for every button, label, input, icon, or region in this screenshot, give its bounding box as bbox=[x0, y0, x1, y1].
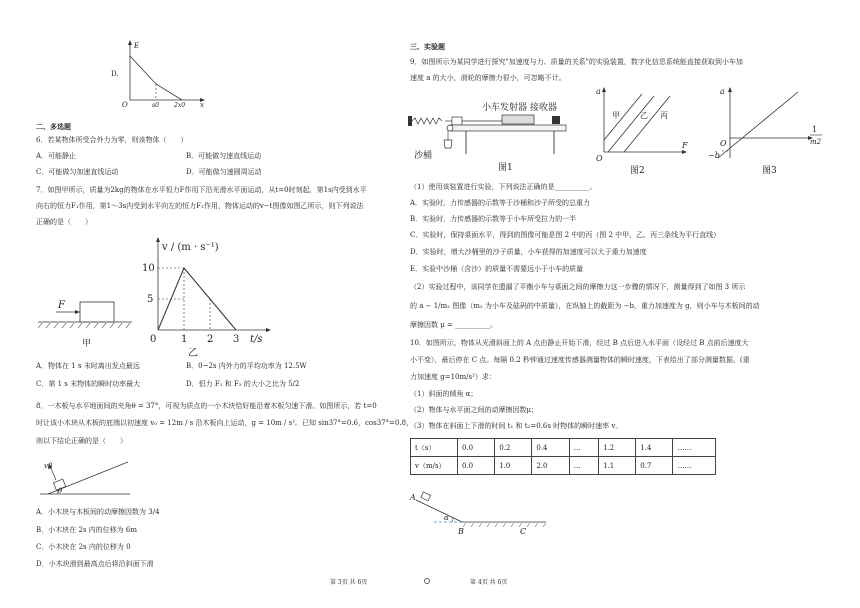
fig2-origin: O bbox=[596, 154, 603, 163]
q8-option-b: B．小木块在 2s 内的位移为 6m bbox=[36, 526, 137, 534]
vt-tick-3: 3 bbox=[233, 334, 240, 345]
table-cell: 1.4 bbox=[636, 439, 673, 457]
table-cell: v（m/s） bbox=[411, 457, 458, 475]
table-cell: …… bbox=[673, 457, 716, 475]
section-experiment: 三、实验题 bbox=[410, 42, 445, 51]
q7-figure-jia bbox=[36, 296, 136, 356]
q6-option-a: A．可能静止 bbox=[36, 152, 77, 160]
q10-sub-2: （2）物体与水平面之间的动摩擦因数μ； bbox=[410, 406, 539, 414]
vt-tick-5: 5 bbox=[147, 294, 154, 305]
receiver bbox=[552, 116, 560, 124]
q10-line-3: 力加速度 g=10m/s²）求： bbox=[410, 373, 496, 381]
fig2-y-label: a bbox=[596, 87, 601, 96]
q9-option-a: A．实验时，力传感器的示数等于沙桶和沙子所受的总重力 bbox=[410, 199, 591, 207]
table-cell: 1.1 bbox=[599, 457, 636, 475]
table-cell: 1.2 bbox=[599, 439, 636, 457]
q10-block bbox=[421, 492, 431, 501]
energy-graph-2x0: 2x0 bbox=[174, 102, 186, 109]
fig1-receiver-label: 接收器 bbox=[530, 103, 558, 113]
vt-tick-10: 10 bbox=[142, 263, 155, 274]
q7-force-label: F bbox=[58, 300, 65, 311]
q9-part-2-line-2: 的 a − 1/m₂ 图像（m₂ 为小车及砝码的中质量），在纵轴上的截距为 −b，重力加速度为 g，则小车与木板间的动 bbox=[410, 302, 760, 310]
energy-graph-x-label: x bbox=[200, 101, 204, 109]
q8-v0-label: v0 bbox=[44, 462, 53, 470]
fig3-x-denominator: m2 bbox=[810, 138, 822, 146]
fig2-caption: 图2 bbox=[630, 166, 645, 176]
table-cell: 0.0 bbox=[458, 457, 495, 475]
q8-line-2: 时让该小木块从木板的底端以初速度 v₀ = 12m / s 沿木板向上运动，g = 10m / s²。已知 sin37°=0.6，cos37°=0.8， bbox=[36, 419, 414, 427]
q7-option-b: B．0~2s 内外力的平均功率为 12.5W bbox=[186, 362, 307, 370]
page-divider-circle bbox=[423, 577, 431, 585]
q8-incline-figure bbox=[36, 456, 136, 500]
vt-tick-2: 2 bbox=[207, 334, 214, 345]
q9-option-b: B．实验时，力传感器的示数等于小车所受拉力的一半 bbox=[410, 215, 577, 223]
right-page-footer: 第 4页 共 6页 bbox=[470, 579, 508, 586]
q9-fig2-graph bbox=[594, 84, 694, 176]
fig3-y-label: a bbox=[720, 87, 725, 96]
table-row bbox=[411, 457, 716, 475]
energy-graph-y-label: E bbox=[134, 42, 140, 50]
energy-graph-option-label: D. bbox=[111, 70, 119, 78]
q10-sub-1: （1）斜面的倾角 α； bbox=[410, 390, 478, 398]
table-cell: 2.0 bbox=[532, 457, 569, 475]
table-cell: … bbox=[569, 457, 599, 475]
q7-vt-graph bbox=[140, 234, 280, 358]
table-cell: 0.7 bbox=[636, 457, 673, 475]
energy-graph-s0: s0 bbox=[152, 102, 159, 109]
table-cell: 0.2 bbox=[495, 439, 532, 457]
q10-slope-figure bbox=[410, 486, 570, 538]
q8-line-3: 则以下结论正确的是（ ） bbox=[36, 437, 127, 445]
q6-option-b: B．可能做匀速直线运动 bbox=[186, 152, 262, 160]
fig1-bucket-label: 沙桶 bbox=[414, 151, 433, 161]
energy-graph bbox=[108, 38, 208, 108]
q7-option-a: A．物体在 1 s 末时离出发点最远 bbox=[36, 362, 140, 370]
table-cell: 1.0 bbox=[495, 457, 532, 475]
fig2-label-bing: 丙 bbox=[660, 111, 668, 120]
vt-tick-1: 1 bbox=[181, 334, 188, 345]
fig2-x-label: F bbox=[682, 141, 688, 150]
q9-apparatus-figure bbox=[406, 96, 572, 176]
q10-label-alpha: α bbox=[444, 514, 449, 522]
table-row bbox=[411, 439, 716, 457]
fig3-origin: O bbox=[720, 139, 727, 148]
q7-block bbox=[80, 302, 114, 322]
q7-option-d: D．恒力 F₁ 和 F₂ 的大小之比为 5/2 bbox=[186, 380, 300, 388]
q6-option-d: D．可能做匀速圆周运动 bbox=[186, 168, 262, 176]
energy-graph-origin: O bbox=[122, 101, 128, 109]
vt-tick-0: 0 bbox=[150, 334, 157, 345]
q9-line-2: 速度 a 的大小，滑轮的摩擦力很小，可忽略不计。 bbox=[410, 74, 566, 82]
q10-sub-3: （3）物体在斜面上下滑的时间 t₁ 和 t₂=0.6s 时物体的瞬时速率 v。 bbox=[410, 422, 623, 430]
q9-option-c: C．实验时，保持桌面水平，得到的图像可能是图 2 中的丙（图 2 中甲、乙、丙三条线为平行直线） bbox=[410, 231, 721, 239]
q9-part-1: （1）使用该装置进行实验，下列说法正确的是__________。 bbox=[410, 183, 597, 191]
q7-line-3: 正确的是（ ） bbox=[36, 218, 92, 226]
q10-label-a: A bbox=[410, 493, 416, 502]
q9-option-d: D．实验时，增大沙桶里的沙子质量，小车获得的加速度可以大于重力加速度 bbox=[410, 248, 647, 256]
q6-option-c: C．可能做匀加速直线运动 bbox=[36, 168, 119, 176]
q10-label-c: C bbox=[520, 527, 527, 536]
q10-label-b: B bbox=[458, 527, 464, 536]
table-cell: … bbox=[569, 439, 599, 457]
fig3-x-numerator: 1 bbox=[812, 125, 818, 134]
q9-part-2-line-3: 摩擦因数 μ = __________。 bbox=[410, 321, 498, 329]
q9-option-e: E．实验中沙桶（含沙）的质量不需要远小于小车的质量 bbox=[410, 265, 584, 273]
q8-line-1: 8．一木板与水平地面间的夹角θ = 37°，可视为质点的一小木块恰好能沿着木板匀速下滑。如图所示，若 t=0 bbox=[36, 402, 377, 410]
q10-line-2: 小不变），最后停在 C 点。每隔 0.2 秒钟通过速度传感器测量物体的瞬时速度，下表给出了部分测量数据。(重 bbox=[410, 356, 750, 364]
q7-option-c: C．第 1 s 末物体的瞬时功率最大 bbox=[36, 380, 141, 388]
table-cell: t（s） bbox=[411, 439, 458, 457]
table-cell: …… bbox=[673, 439, 716, 457]
table-cell: 0.0 bbox=[458, 439, 495, 457]
fig1-transmitter-label: 小车发射器 bbox=[482, 103, 528, 113]
fig3-caption: 图3 bbox=[762, 166, 777, 176]
fig3-intercept: −b bbox=[708, 151, 720, 160]
q8-theta-label: θ bbox=[58, 487, 63, 495]
q6-stem: 6．若某物体所受合外力为零，则该物体（ ） bbox=[36, 136, 188, 144]
table-cell: 0.4 bbox=[532, 439, 569, 457]
section-multi-choice: 二、多选题 bbox=[36, 122, 71, 131]
fig1-caption: 图1 bbox=[498, 163, 513, 173]
q8-option-a: A．小木块与木板间的动摩擦因数为 3/4 bbox=[36, 508, 160, 516]
fig2-label-jia: 甲 bbox=[612, 111, 620, 120]
q7-line-1: 7．如图甲所示，质量为2kg的物体在水平恒力F作用下沿光滑水平面运动，从t=0时刻起，第1s内受到水平 bbox=[36, 186, 367, 194]
q8-option-d: D．小木块滑到最高点后将沿斜面下滑 bbox=[36, 560, 154, 568]
q7-caption-jia: 甲 bbox=[82, 339, 92, 349]
q9-part-2-line-1: （2）实验过程中，该同学在遗漏了平衡小车与桌面之间的摩擦力这一步骤的情况下，测量得到了如图 3 所示 bbox=[410, 283, 746, 291]
q7-caption-yi: 乙 bbox=[188, 348, 198, 359]
left-page-footer: 第 3页 共 6页 bbox=[330, 579, 368, 586]
fig2-label-yi: 乙 bbox=[640, 111, 648, 120]
q8-option-c: C．小木块在 2s 内的位移为 0 bbox=[36, 543, 131, 551]
vt-x-label: t/s bbox=[250, 334, 263, 345]
cart-transmitter bbox=[502, 115, 534, 124]
q10-data-table bbox=[410, 438, 716, 475]
q7-line-2: 向右的恒力F₁作用，第1～3s内受到水平向左的恒力F₂作用，物体运动的v−t图像如图乙所示，则下列说法 bbox=[36, 202, 364, 210]
q9-line-1: 9．如图所示为某同学进行探究"加速度与力、质量的关系"的实验装置，数字化信息系统能直接获取到小车加 bbox=[410, 58, 743, 66]
q10-line-1: 10．如图所示，物体从光滑斜面上的 A 点由静止开始下滑，经过 B 点后进入水平面（设经过 B 点前后速度大 bbox=[410, 339, 749, 347]
vt-y-label: v / (m · s⁻¹) bbox=[162, 242, 219, 253]
q9-fig3-graph bbox=[708, 84, 828, 176]
